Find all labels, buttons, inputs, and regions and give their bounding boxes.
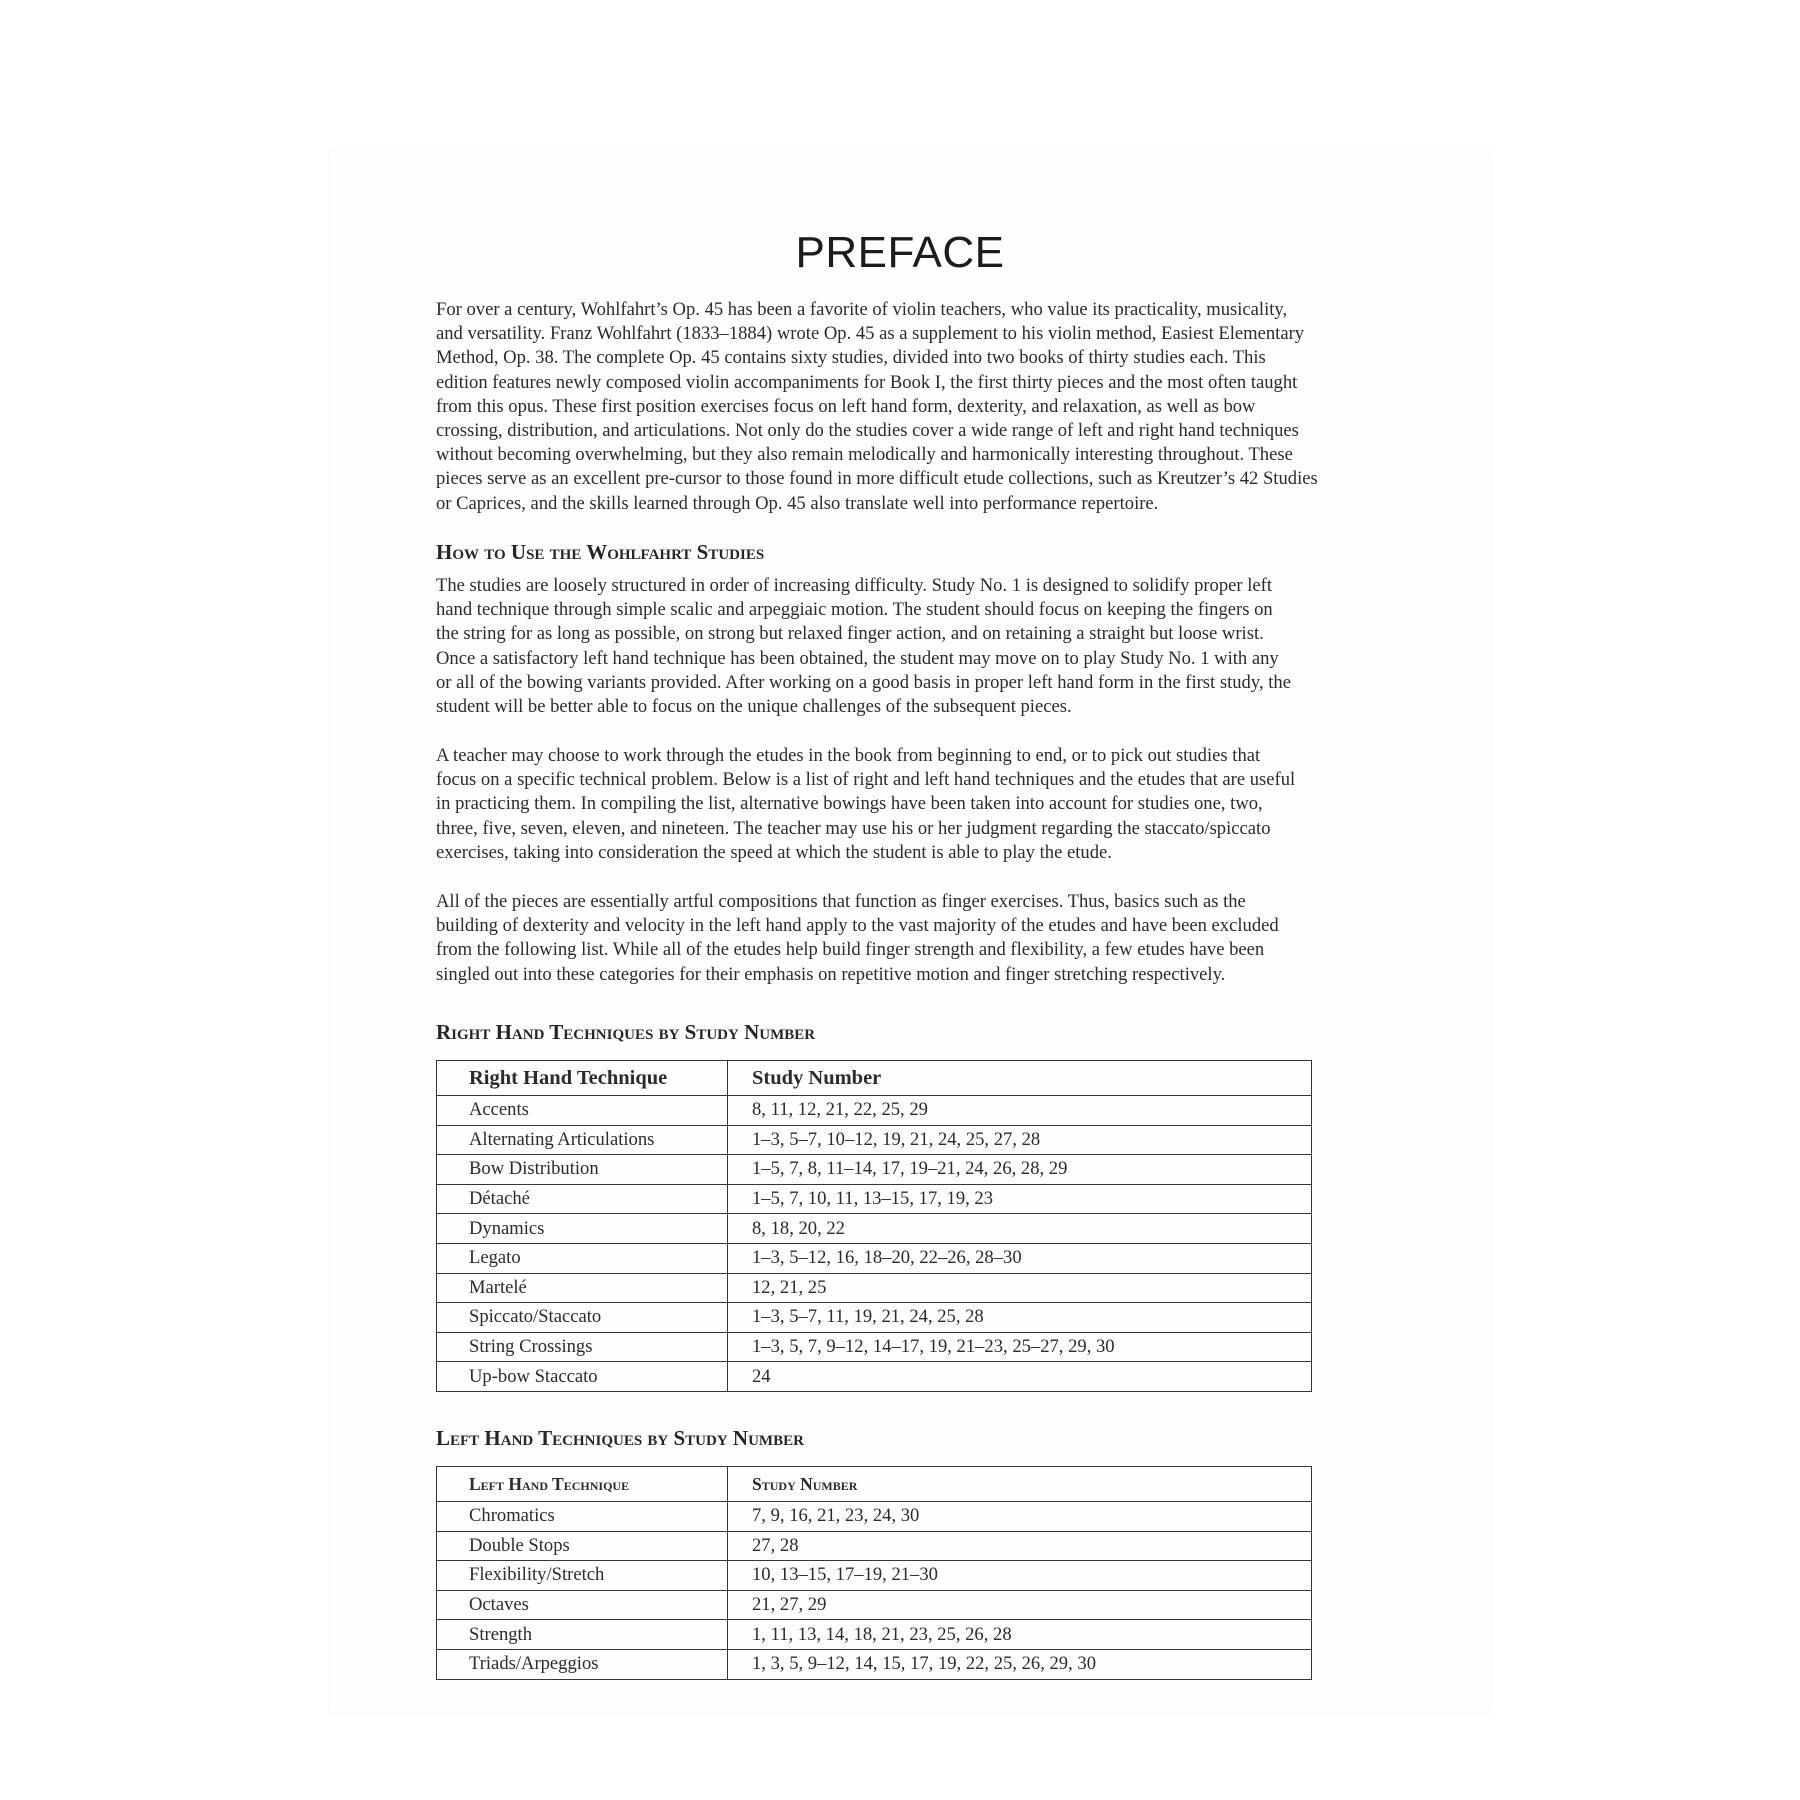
paragraph-line: singled out into these categories for their emphasis on repetitive motion and finger stretching respectively. [436,963,1226,985]
intro-line: without becoming overwhelming, but they also remain melodically and harmonically interesting throughout. These [436,444,1293,466]
column-header-study-number: Study Number [728,1467,1312,1502]
technique-cell: Flexibility/Stretch [437,1561,728,1591]
table-row [437,1531,1312,1561]
study-number-cell: 24 [728,1362,1312,1392]
paragraph-line: focus on a specific technical problem. Below is a list of right and left hand techniques and the etudes that are useful [436,769,1296,791]
table-row [437,1362,1312,1392]
intro-line: from this opus. These first position exercises focus on left hand form, dexterity, and relaxation, as well as bow [436,395,1256,417]
study-number-cell: 8, 11, 12, 21, 22, 25, 29 [728,1096,1312,1126]
table-header-row [437,1467,1312,1502]
study-number-cell: 27, 28 [728,1531,1312,1561]
technique-cell: Up-bow Staccato [437,1362,728,1392]
study-number-cell: 8, 18, 20, 22 [728,1214,1312,1244]
table-row [437,1649,1312,1679]
how-to-use-paragraph-3 [436,890,1432,987]
technique-cell: Triads/Arpeggios [437,1649,728,1679]
intro-paragraph [436,298,1432,516]
technique-cell: Spiccato/Staccato [437,1303,728,1333]
table-row [437,1502,1312,1532]
table-row [437,1273,1312,1303]
intro-line: edition features newly composed violin accompaniments for Book I, the first thirty pieces and the most often taught [436,371,1298,393]
technique-cell: Strength [437,1620,728,1650]
left-hand-table [436,1466,1312,1680]
technique-cell: Alternating Articulations [437,1125,728,1155]
right-hand-heading: Right Hand Techniques by Study Number [436,1020,816,1044]
paragraph-line: exercises, taking into consideration the speed at which the student is able to play the etude. [436,841,1112,863]
technique-cell: Chromatics [437,1502,728,1532]
intro-line: Method, Op. 38. The complete Op. 45 contains sixty studies, divided into two books of thirty studies each. This [436,347,1266,369]
how-to-use-paragraph-2 [436,744,1432,865]
study-number-cell: 1–3, 5, 7, 9–12, 14–17, 19, 21–23, 25–27, 29, 30 [728,1332,1312,1362]
intro-line: crossing, distribution, and articulations. Not only do the studies cover a wide range of left and right hand techniques [436,420,1299,442]
paragraph-line: student will be better able to focus on the unique challenges of the subsequent pieces. [436,696,1072,718]
study-number-cell: 12, 21, 25 [728,1273,1312,1303]
study-number-cell: 1–3, 5–7, 11, 19, 21, 24, 25, 28 [728,1303,1312,1333]
technique-cell: Octaves [437,1590,728,1620]
column-header-study-number: Study Number [728,1061,1312,1096]
study-number-cell: 10, 13–15, 17–19, 21–30 [728,1561,1312,1591]
paragraph-line: building of dexterity and velocity in the left hand apply to the vast majority of the etudes and have been excluded [436,915,1279,937]
intro-line: For over a century, Wohlfahrt’s Op. 45 has been a favorite of violin teachers, who value its practicality, musicality, [436,299,1288,320]
paragraph-line: in practicing them. In compiling the list, alternative bowings have been taken into account for studies one, two, [436,793,1263,815]
table-row [437,1561,1312,1591]
table-row [437,1096,1312,1126]
technique-cell: Accents [437,1096,728,1126]
table-row [437,1214,1312,1244]
technique-cell: Legato [437,1243,728,1273]
intro-line: pieces serve as an excellent pre-cursor to those found in more difficult etude collections, such as Kreutzer’s 42 Studies [436,468,1318,490]
table-row [437,1155,1312,1185]
table-row [437,1243,1312,1273]
technique-cell: Détaché [437,1184,728,1214]
table-row [437,1184,1312,1214]
right-hand-table [436,1060,1312,1392]
column-header-technique: Left Hand Technique [437,1467,728,1502]
study-number-cell: 1, 3, 5, 9–12, 14, 15, 17, 19, 22, 25, 26, 29, 30 [728,1649,1312,1679]
table-row [437,1125,1312,1155]
technique-cell: String Crossings [437,1332,728,1362]
technique-cell: Martelé [437,1273,728,1303]
study-number-cell: 1–5, 7, 10, 11, 13–15, 17, 19, 23 [728,1184,1312,1214]
paragraph-line: from the following list. While all of the etudes help build finger strength and flexibility, a few etudes have been [436,939,1265,961]
table-row [437,1303,1312,1333]
table-header-row [437,1061,1312,1096]
table-row [437,1620,1312,1650]
how-to-use-paragraph-1 [436,574,1432,719]
column-header-technique: Right Hand Technique [437,1061,728,1096]
paragraph-line: the string for as long as possible, on strong but relaxed finger action, and on retaining a straight but loose wrist. [436,623,1264,645]
study-number-cell: 1–5, 7, 8, 11–14, 17, 19–21, 24, 26, 28, 29 [728,1155,1312,1185]
paragraph-line: three, five, seven, eleven, and nineteen. The teacher may use his or her judgment regarding the staccato/spiccato [436,817,1271,839]
technique-cell: Double Stops [437,1531,728,1561]
paragraph-line: The studies are loosely structured in order of increasing difficulty. Study No. 1 is designed to solidify proper left [436,575,1273,596]
study-number-cell: 7, 9, 16, 21, 23, 24, 30 [728,1502,1312,1532]
study-number-cell: 1–3, 5–12, 16, 18–20, 22–26, 28–30 [728,1243,1312,1273]
study-number-cell: 1–3, 5–7, 10–12, 19, 21, 24, 25, 27, 28 [728,1125,1312,1155]
paragraph-line: hand technique through simple scalic and arpeggiaic motion. The student should focus on keeping the fingers on [436,599,1273,621]
paragraph-line: Once a satisfactory left hand technique has been obtained, the student may move on to play Study No. 1 with any [436,647,1279,669]
study-number-cell: 21, 27, 29 [728,1590,1312,1620]
technique-cell: Dynamics [437,1214,728,1244]
page-title: PREFACE [795,228,1005,277]
paragraph-line: or all of the bowing variants provided. After working on a good basis in proper left hand form in the first study, the [436,671,1291,693]
intro-line: or Caprices, and the skills learned through Op. 45 also translate well into performance repertoire. [436,492,1159,514]
study-number-cell: 1, 11, 13, 14, 18, 21, 23, 25, 26, 28 [728,1620,1312,1650]
table-row [437,1590,1312,1620]
left-hand-heading: Left Hand Techniques by Study Number [436,1426,804,1450]
technique-cell: Bow Distribution [437,1155,728,1185]
table-row [437,1332,1312,1362]
intro-line: and versatility. Franz Wohlfahrt (1833–1884) wrote Op. 45 as a supplement to his violin method, Easiest Elementary [436,323,1305,345]
how-to-use-heading: How to Use the Wohlfahrt Studies [436,540,765,564]
paragraph-line: All of the pieces are essentially artful compositions that function as finger exercises. Thus, basics such as the [436,891,1246,912]
paragraph-line: A teacher may choose to work through the etudes in the book from beginning to end, or to pick out studies that [436,745,1261,766]
